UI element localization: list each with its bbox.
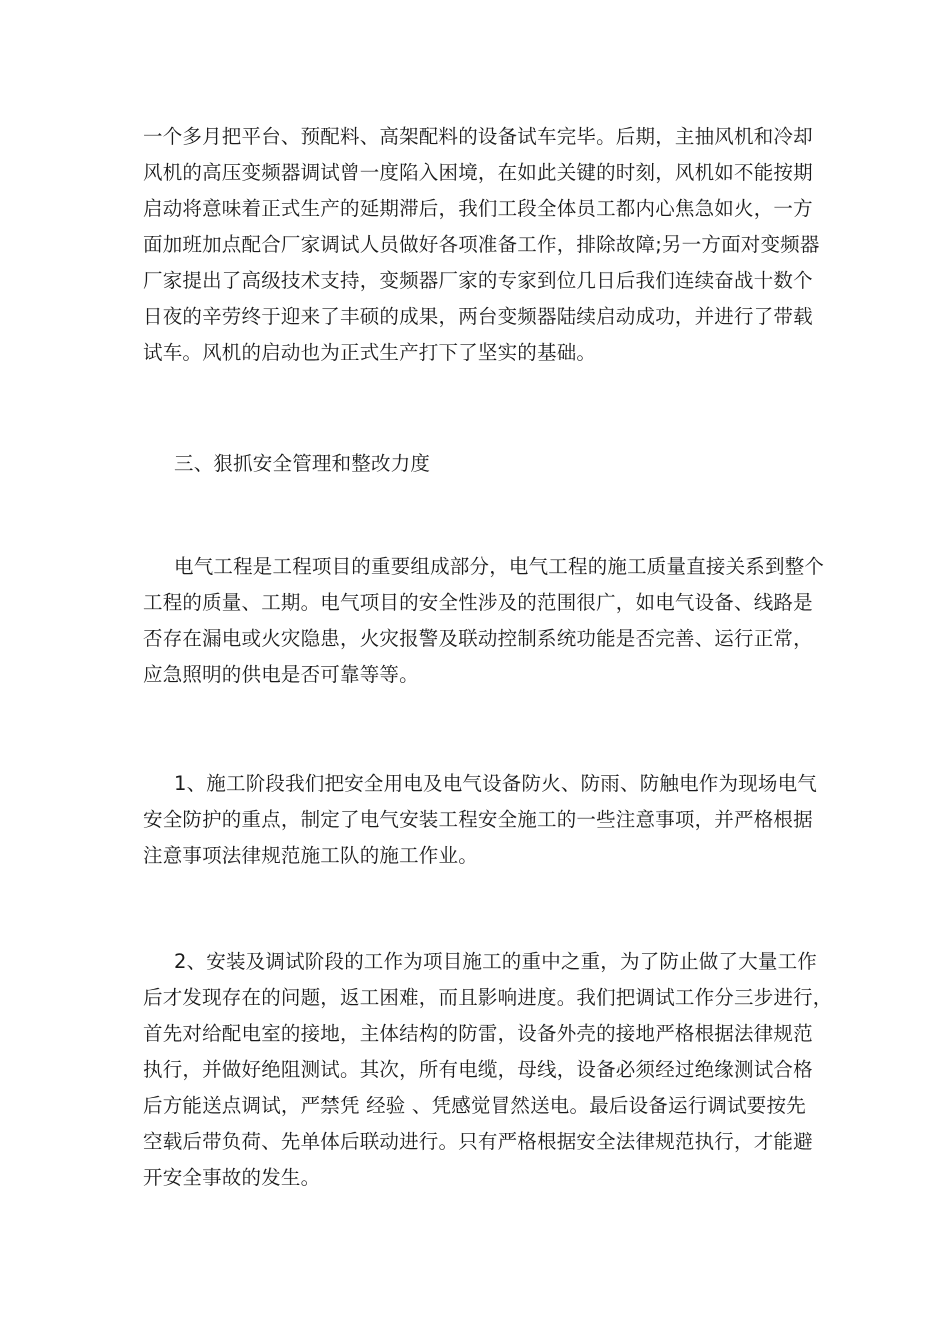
text-line: 空载后带负荷、先单体后联动进行。只有严格根据安全法律规范执行，才能避 — [143, 1130, 813, 1153]
paragraph-equipment-trial — [143, 119, 820, 371]
text-line: 后方能送点调试，严禁凭 经验 、凭感觉冒然送电。最后设备运行调试要按先 — [143, 1094, 806, 1117]
text-line: 试车。风机的启动也为正式生产打下了坚实的基础。 — [143, 341, 597, 364]
text-line: 开安全事故的发生。 — [143, 1166, 321, 1189]
text-line: 2、安装及调试阶段的工作为项目施工的重中之重，为了防止做了大量工作 — [174, 950, 818, 973]
paragraph-installation-phase — [143, 944, 833, 1196]
text-line: 应急照明的供电是否可靠等等。 — [143, 663, 419, 686]
text-line: 1、施工阶段我们把安全用电及电气设备防火、防雨、防触电作为现场电气 — [174, 772, 818, 795]
text-line: 否存在漏电或火灾隐患，火灾报警及联动控制系统功能是否完善、运行正常， — [143, 627, 813, 650]
text-line: 电气工程是工程项目的重要组成部分，电气工程的施工质量直接关系到整个 — [174, 555, 825, 578]
text-line: 注意事项法律规范施工队的施工作业。 — [143, 844, 478, 867]
text-line: 后才发现存在的问题，返工困难，而且影响进度。我们把调试工作分三步进行， — [143, 986, 833, 1009]
text-line: 执行，并做好绝阻测试。其次，所有电缆，母线，设备必须经过绝缘测试合格 — [143, 1058, 813, 1081]
text-line: 风机的高压变频器调试曾一度陷入困境，在如此关键的时刻，风机如不能按期 — [143, 161, 813, 184]
text-line: 面加班加点配合厂家调试人员做好各项准备工作，排除故障;另一方面对变频器 — [143, 233, 820, 256]
section-heading-3 — [143, 446, 807, 482]
section-heading-text: 三、狠抓安全管理和整改力度 — [174, 452, 431, 475]
text-line: 首先对给配电室的接地，主体结构的防雷，设备外壳的接地严格根据法律规范 — [143, 1022, 813, 1045]
paragraph-construction-phase — [143, 766, 818, 874]
text-line: 安全防护的重点，制定了电气安装工程安全施工的一些注意事项，并严格根据 — [143, 808, 813, 831]
text-line: 工程的质量、工期。电气项目的安全性涉及的范围很广，如电气设备、线路是 — [143, 591, 813, 614]
text-line: 日夜的辛劳终于迎来了丰硕的成果，两台变频器陆续启动成功，并进行了带载 — [143, 305, 813, 328]
paragraph-electrical-importance — [143, 549, 825, 693]
text-line: 一个多月把平台、预配料、高架配料的设备试车完毕。后期，主抽风机和冷却 — [143, 125, 813, 148]
text-line: 启动将意味着正式生产的延期滞后，我们工段全体员工都内心焦急如火，一方 — [143, 197, 813, 220]
text-line: 厂家提出了高级技术支持，变频器厂家的专家到位几日后我们连续奋战十数个 — [143, 269, 813, 292]
